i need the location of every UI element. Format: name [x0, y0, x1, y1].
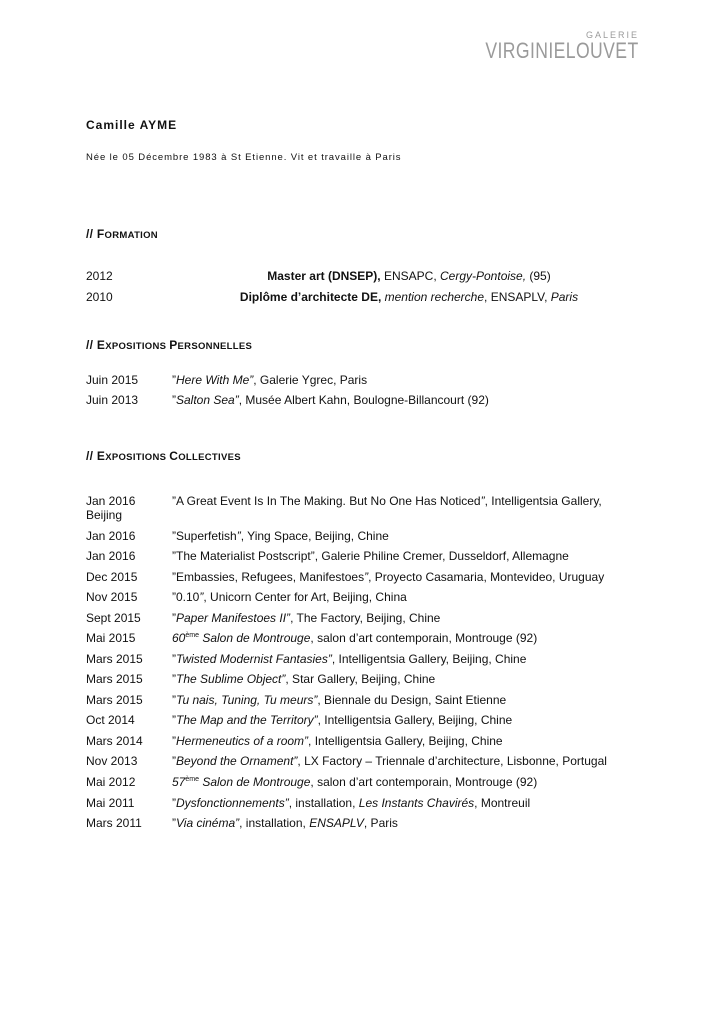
exhibition-venue: , Unicorn Center for Art, Beijing, China [203, 590, 407, 604]
quote: ” [172, 373, 176, 387]
quote: ” [172, 754, 176, 768]
artist-name: Camille AYME [86, 118, 178, 132]
exhibition-date: Juin 2015 [86, 373, 139, 387]
quote: ” [172, 393, 176, 407]
exhibition-desc [172, 734, 503, 748]
section-title-formation [86, 227, 158, 241]
exhibition-title: Via cinéma” [176, 816, 240, 830]
quote: ” [172, 611, 176, 625]
exhibition-title: Salon de Montrouge [198, 775, 311, 789]
exhibition-desc [172, 775, 537, 789]
exhibition-desc [172, 631, 537, 645]
exhibition-venue: , Intelligentsia Gallery, [484, 494, 602, 508]
exhibition-city: Beijing [86, 508, 123, 522]
exhibition-desc [172, 611, 440, 625]
exhibition-date: Mai 2011 [86, 796, 135, 810]
exhibition-venue: , salon d’art contemporain, Montrouge (92) [310, 631, 538, 645]
exhibition-venue: , Intelligentsia Gallery, Beijing, Chine [317, 713, 513, 727]
quote: ” [172, 713, 176, 727]
exhibition-date: Juin 2013 [86, 393, 139, 407]
exhibition-type: , installation, [288, 796, 359, 810]
edition-number: 57 [172, 775, 186, 789]
exhibition-desc [172, 754, 607, 768]
exhibition-title: Here With Me” [176, 373, 254, 387]
exhibition-title: The Map and the Territory” [176, 713, 318, 727]
quote: ” [172, 734, 176, 748]
mention: mention recherche [381, 290, 485, 304]
gallery-logo [447, 30, 639, 62]
exhibition-desc [172, 796, 530, 810]
logo-big-text: VIRGINIELOUVET [485, 38, 639, 63]
exhibition-title: ”Superfetish [172, 529, 237, 543]
section-initial: E [96, 338, 106, 352]
section-initial: C [169, 449, 179, 463]
school: , ENSAPLV, [484, 290, 551, 304]
exhibition-venue: , Galerie Philine Cremer, Dusseldorf, Allemagne [314, 549, 569, 563]
exhibition-desc [172, 529, 389, 543]
degree: Master art (DNSEP), [267, 269, 381, 283]
exhibition-venue: , Biennale du Design, Saint Etienne [317, 693, 507, 707]
exhibition-title: Tu nais, Tuning, Tu meurs” [176, 693, 318, 707]
edition-suffix: ème [185, 776, 199, 783]
dept: (95) [526, 269, 551, 283]
formation-desc [172, 269, 646, 283]
formation-date: 2012 [86, 269, 113, 283]
exhibition-city: , Montreuil [474, 796, 531, 810]
degree: Diplôme d’architecte DE, [239, 290, 382, 304]
exhibition-date: Dec 2015 [86, 570, 138, 584]
exhibition-title: Salton Sea” [176, 393, 239, 407]
quote: ” [480, 494, 485, 508]
exhibition-venue: , Galerie Ygrec, Paris [253, 373, 368, 387]
exhibition-title: Beyond the Ornament” [176, 754, 298, 768]
quote: ” [172, 693, 176, 707]
section-rest: ERSONNELLES [177, 341, 253, 352]
section-initial: E [96, 449, 106, 463]
exhibition-desc [172, 570, 604, 584]
exhibition-desc [172, 713, 512, 727]
exhibition-title: ”A Great Event Is In The Making. But No One Has Noticed [172, 494, 481, 508]
city: Paris [550, 290, 579, 304]
exhibition-desc [172, 494, 602, 508]
exhibition-title: Twisted Modernist Fantasies” [176, 652, 332, 666]
exhibition-venue: , Ying Space, Beijing, Chine [240, 529, 389, 543]
exhibition-desc [172, 672, 435, 686]
quote: ” [172, 816, 176, 830]
exhibition-desc [172, 393, 489, 407]
exhibition-venue: , Proyecto Casamaria, Montevideo, Uruguay [368, 570, 605, 584]
exhibition-title: ”The Materialist Postscript” [172, 549, 315, 563]
quote: ” [172, 652, 176, 666]
exhibition-title: The Sublime Object” [176, 672, 286, 686]
exhibition-venue: , Star Gallery, Beijing, Chine [285, 672, 436, 686]
exhibition-venue: , LX Factory – Triennale d’architecture, Lisbonne, Portugal [297, 754, 607, 768]
artist-bio: Née le 05 Décembre 1983 à St Etienne. Vit et travaille à Paris [86, 152, 402, 163]
quote: ” [236, 529, 241, 543]
exhibition-desc [172, 373, 367, 387]
exhibition-date: Jan 2016 [86, 494, 136, 508]
exhibition-title: ”Embassies, Refugees, Manifestoes [172, 570, 365, 584]
exhibition-date: Mars 2015 [86, 672, 143, 686]
section-prefix: // [86, 227, 97, 241]
section-prefix: // [86, 449, 97, 463]
exhibition-city: , Paris [363, 816, 398, 830]
exhibition-desc [172, 693, 506, 707]
exhibition-date: Oct 2014 [86, 713, 135, 727]
school: ENSAPC, [380, 269, 440, 283]
exhibition-title: ”0.10 [172, 590, 200, 604]
exhibition-title: Hermeneutics of a room” [176, 734, 309, 748]
exhibition-venue: , Intelligentsia Gallery, Beijing, Chine [308, 734, 503, 748]
exhibition-date: Mai 2015 [86, 631, 136, 645]
exhibition-venue: , salon d’art contemporain, Montrouge (92) [310, 775, 538, 789]
exhibition-desc [172, 652, 526, 666]
section-rest: OLLECTIVES [178, 452, 241, 463]
exhibition-date: Mars 2014 [86, 734, 143, 748]
exhibition-date: Mai 2012 [86, 775, 136, 789]
exhibition-title: Salon de Montrouge [198, 631, 311, 645]
formation-date: 2010 [86, 290, 113, 304]
exhibition-date: Jan 2016 [86, 549, 136, 563]
exhibition-date: Jan 2016 [86, 529, 136, 543]
section-initial: F [96, 227, 105, 241]
exhibition-desc [172, 816, 398, 830]
quote: ” [172, 672, 176, 686]
exhibition-date: Mars 2011 [86, 816, 142, 830]
formation-desc [172, 290, 646, 304]
exhibition-venue: Les Instants Chavirés [358, 796, 475, 810]
section-rest: XPOSITIONS [105, 452, 170, 463]
exhibition-date: Nov 2013 [86, 754, 138, 768]
exhibition-title: Dysfonctionnements” [176, 796, 289, 810]
exhibition-date: Sept 2015 [86, 611, 141, 625]
section-rest: ORMATION [104, 230, 158, 241]
exhibition-date: Mars 2015 [86, 652, 143, 666]
exhibition-desc [172, 590, 407, 604]
exhibition-venue: , Intelligentsia Gallery, Beijing, Chine [331, 652, 527, 666]
section-rest: XPOSITIONS [105, 341, 170, 352]
exhibition-venue: , Musée Albert Kahn, Boulogne-Billancourt (92) [238, 393, 489, 407]
logo-small-text: GALERIE [585, 30, 639, 40]
section-prefix: // [86, 338, 97, 352]
section-title-expositions-collectives [86, 449, 241, 463]
quote: ” [172, 796, 176, 810]
edition-suffix: ème [185, 632, 199, 639]
city: Cergy-Pontoise, [440, 269, 527, 283]
section-initial: P [169, 338, 178, 352]
quote: ” [364, 570, 369, 584]
edition-number: 60 [172, 631, 186, 645]
exhibition-venue: ENSAPLV [309, 816, 364, 830]
exhibition-date: Mars 2015 [86, 693, 143, 707]
section-title-expositions-personnelles [86, 338, 252, 352]
quote: ” [199, 590, 204, 604]
exhibition-title: Paper Manifestoes II” [176, 611, 291, 625]
exhibition-desc [172, 549, 569, 563]
exhibition-date: Nov 2015 [86, 590, 138, 604]
exhibition-type: , installation, [239, 816, 310, 830]
exhibition-venue: , The Factory, Beijing, Chine [290, 611, 441, 625]
